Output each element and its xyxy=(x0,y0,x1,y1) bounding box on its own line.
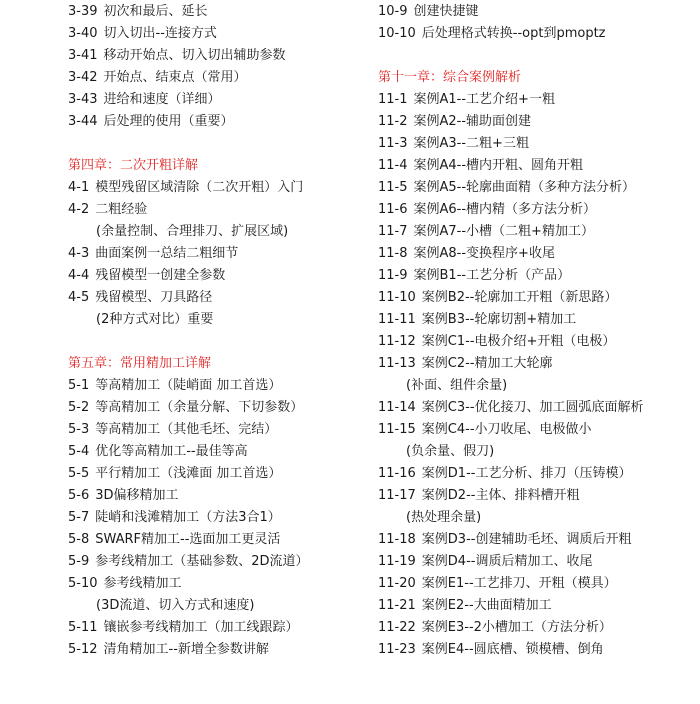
toc-entry-number: 5-12 xyxy=(68,642,98,657)
toc-entry-title: 等高精加工（陡峭面 加工首选） xyxy=(95,378,282,393)
toc-entry-title: 初次和最后、延长 xyxy=(103,4,208,19)
toc-entry xyxy=(378,133,698,155)
toc-entry-title: 参考线精加工（基础参数、2D流道） xyxy=(95,554,309,569)
toc-entry-number: 4-2 xyxy=(68,202,90,217)
toc-entry xyxy=(378,287,698,309)
toc-entry-title: 案例A7--小槽（二粗+精加工） xyxy=(413,224,594,239)
toc-entry-title: 陡峭和浅滩精加工（方法3合1） xyxy=(95,510,281,525)
toc-entry-number: 3-44 xyxy=(68,114,98,129)
toc-entry-number: 5-3 xyxy=(68,422,90,437)
toc-entry xyxy=(68,617,368,639)
toc-entry-number: 11-5 xyxy=(378,180,408,195)
toc-entry xyxy=(68,177,368,199)
toc-entry-number: 11-9 xyxy=(378,268,408,283)
toc-entry-title: 案例D1--工艺分析、排刀（压铸模） xyxy=(421,466,632,481)
toc-entry-title: 3D偏移精加工 xyxy=(95,488,179,503)
toc-entry-title: 案例A1--工艺介绍+一粗 xyxy=(413,92,555,107)
toc-entry-number: 3-39 xyxy=(68,4,98,19)
toc-entry-title: 进给和速度（详细） xyxy=(103,92,221,107)
spacer xyxy=(68,331,368,353)
toc-entry-number: 5-4 xyxy=(68,444,90,459)
toc-entry xyxy=(378,551,698,573)
toc-entry-title: 曲面案例一总结二粗细节 xyxy=(95,246,239,261)
chapter-heading: 第十一章：综合案例解析 xyxy=(378,70,522,85)
toc-entry-title: 案例C2--精加工大轮廓 xyxy=(421,356,553,371)
toc-entry xyxy=(68,89,368,111)
toc-entry-title: 优化等高精加工--最佳等高 xyxy=(95,444,248,459)
toc-entry-number: 10-10 xyxy=(378,26,416,41)
toc-continuation: (热处理余量) xyxy=(406,510,482,525)
toc-entry-title: 案例B3--轮廓切割+精加工 xyxy=(421,312,577,327)
spacer xyxy=(68,133,368,155)
toc-entry-number: 5-10 xyxy=(68,576,98,591)
toc-entry xyxy=(68,441,368,463)
toc-entry-title: 切入切出--连接方式 xyxy=(103,26,217,41)
toc-entry-number: 11-3 xyxy=(378,136,408,151)
toc-entry-number: 5-5 xyxy=(68,466,90,481)
toc-entry-number: 11-18 xyxy=(378,532,416,547)
toc-entry-title: SWARF精加工--选面加工更灵活 xyxy=(95,532,281,547)
toc-continuation: (2种方式对比）重要 xyxy=(96,312,214,327)
toc-entry-title: 案例A3--二粗+三粗 xyxy=(413,136,529,151)
toc-entry xyxy=(378,463,698,485)
toc-entry xyxy=(68,67,368,89)
toc-entry-title: 案例B2--轮廓加工开粗（新思路） xyxy=(421,290,618,305)
toc-entry xyxy=(378,331,698,353)
toc-entry xyxy=(68,265,368,287)
toc-entry-number: 11-22 xyxy=(378,620,416,635)
toc-entry-title: 案例D2--主体、排料槽开粗 xyxy=(421,488,580,503)
toc-entry xyxy=(68,375,368,397)
toc-entry-number: 3-43 xyxy=(68,92,98,107)
toc-entry-title: 开始点、结束点（常用） xyxy=(103,70,247,85)
toc-entry-number: 11-1 xyxy=(378,92,408,107)
toc-entry-title: 案例D4--调质后精加工、收尾 xyxy=(421,554,593,569)
toc-entry-title: 后处理格式转换--opt到pmoptz xyxy=(421,26,606,41)
toc-entry-title: 案例E1--工艺排刀、开粗（模具） xyxy=(421,576,617,591)
toc-entry xyxy=(68,243,368,265)
toc-entry-number: 5-7 xyxy=(68,510,90,525)
toc-entry-title: 案例A2--辅助面创建 xyxy=(413,114,532,129)
toc-entry xyxy=(378,485,698,507)
toc-entry-title: 案例A5--轮廓曲面精（多种方法分析） xyxy=(413,180,636,195)
toc-entry-title: 案例A4--槽内开粗、圆角开粗 xyxy=(413,158,584,173)
toc-entry-number: 11-20 xyxy=(378,576,416,591)
toc-entry-number: 5-2 xyxy=(68,400,90,415)
toc-entry xyxy=(68,397,368,419)
toc-entry-title: 二粗经验 xyxy=(95,202,148,217)
toc-right-column xyxy=(378,0,698,661)
toc-entry-number: 5-9 xyxy=(68,554,90,569)
toc-entry xyxy=(68,485,368,507)
toc-entry xyxy=(68,199,368,221)
toc-entry xyxy=(68,111,368,133)
toc-entry xyxy=(378,595,698,617)
toc-entry xyxy=(378,573,698,595)
toc-entry-number: 11-7 xyxy=(378,224,408,239)
toc-entry xyxy=(378,155,698,177)
toc-entry-number: 3-42 xyxy=(68,70,98,85)
toc-entry xyxy=(68,23,368,45)
toc-entry-number: 3-41 xyxy=(68,48,98,63)
toc-entry xyxy=(378,243,698,265)
toc-entry-title: 清角精加工--新增全参数讲解 xyxy=(103,642,269,657)
toc-entry-number: 11-14 xyxy=(378,400,416,415)
toc-left-column xyxy=(68,0,368,661)
toc-entry-number: 11-15 xyxy=(378,422,416,437)
toc-entry-number: 11-10 xyxy=(378,290,416,305)
toc-entry-title: 案例E3--2小槽加工（方法分析） xyxy=(421,620,612,635)
toc-entry xyxy=(378,353,698,375)
toc-entry xyxy=(68,507,368,529)
toc-entry-number: 11-19 xyxy=(378,554,416,569)
toc-entry-number: 4-5 xyxy=(68,290,90,305)
toc-entry xyxy=(378,89,698,111)
toc-entry-title: 案例C3--优化接刀、加工圆弧底面解析 xyxy=(421,400,644,415)
toc-entry-title: 等高精加工（其他毛坯、完结） xyxy=(95,422,278,437)
toc-entry-number: 5-6 xyxy=(68,488,90,503)
chapter-heading: 第四章：二次开粗详解 xyxy=(68,158,199,173)
toc-entry-number: 11-23 xyxy=(378,642,416,657)
toc-entry xyxy=(68,1,368,23)
toc-continuation: (余量控制、合理排刀、扩展区域) xyxy=(96,224,289,239)
toc-entry-title: 后处理的使用（重要） xyxy=(103,114,234,129)
toc-entry-title: 残留模型、刀具路径 xyxy=(95,290,213,305)
toc-entry-number: 11-2 xyxy=(378,114,408,129)
toc-entry-number: 11-21 xyxy=(378,598,416,613)
toc-entry-title: 平行精加工（浅滩面 加工首选） xyxy=(95,466,282,481)
spacer xyxy=(378,45,698,67)
toc-entry xyxy=(378,221,698,243)
toc-entry xyxy=(378,199,698,221)
toc-entry xyxy=(378,419,698,441)
toc-entry-title: 创建快捷键 xyxy=(413,4,479,19)
toc-entry xyxy=(378,23,698,45)
toc-entry-title: 案例C4--小刀收尾、电极做小 xyxy=(421,422,592,437)
toc-entry xyxy=(378,397,698,419)
toc-entry-title: 镶嵌参考线精加工（加工线跟踪） xyxy=(103,620,299,635)
chapter-heading: 第五章：常用精加工详解 xyxy=(68,356,212,371)
toc-entry-number: 11-4 xyxy=(378,158,408,173)
toc-continuation: (3D流道、切入方式和速度) xyxy=(96,598,255,613)
toc-entry xyxy=(68,45,368,67)
toc-entry-number: 4-4 xyxy=(68,268,90,283)
toc-entry-title: 参考线精加工 xyxy=(103,576,182,591)
toc-entry-number: 11-11 xyxy=(378,312,416,327)
toc-entry-number: 11-13 xyxy=(378,356,416,371)
toc-entry-title: 等高精加工（余量分解、下切参数） xyxy=(95,400,304,415)
toc-entry xyxy=(68,287,368,309)
toc-entry-number: 3-40 xyxy=(68,26,98,41)
toc-entry xyxy=(68,463,368,485)
toc-entry xyxy=(378,639,698,661)
toc-continuation: (补面、组件余量) xyxy=(406,378,508,393)
toc-entry-title: 移动开始点、切入切出辅助参数 xyxy=(103,48,286,63)
toc-entry-number: 5-1 xyxy=(68,378,90,393)
toc-entry-title: 案例A8--变换程序+收尾 xyxy=(413,246,555,261)
toc-entry-number: 11-6 xyxy=(378,202,408,217)
toc-entry-title: 残留模型一创建全参数 xyxy=(95,268,226,283)
toc-entry-number: 5-11 xyxy=(68,620,98,635)
toc-entry xyxy=(378,617,698,639)
toc-entry-number: 11-16 xyxy=(378,466,416,481)
toc-entry-title: 案例E2--大曲面精加工 xyxy=(421,598,552,613)
toc-entry-number: 10-9 xyxy=(378,4,408,19)
toc-entry xyxy=(378,111,698,133)
toc-entry-title: 模型残留区域清除（二次开粗）入门 xyxy=(95,180,304,195)
toc-entry-number: 4-1 xyxy=(68,180,90,195)
toc-entry-title: 案例B1--工艺分析（产品） xyxy=(413,268,571,283)
toc-entry xyxy=(68,529,368,551)
toc-entry xyxy=(378,1,698,23)
toc-entry xyxy=(68,419,368,441)
toc-entry-number: 11-8 xyxy=(378,246,408,261)
toc-entry-number: 4-3 xyxy=(68,246,90,261)
toc-entry xyxy=(378,265,698,287)
toc-continuation: (负余量、假刀) xyxy=(406,444,495,459)
toc-entry-title: 案例A6--槽内精（多方法分析） xyxy=(413,202,597,217)
toc-entry xyxy=(68,573,368,595)
toc-entry-number: 11-12 xyxy=(378,334,416,349)
toc-entry xyxy=(378,309,698,331)
toc-entry xyxy=(68,551,368,573)
toc-entry-title: 案例D3--创建辅助毛坯、调质后开粗 xyxy=(421,532,632,547)
toc-entry-number: 5-8 xyxy=(68,532,90,547)
toc-entry xyxy=(378,177,698,199)
toc-entry xyxy=(378,529,698,551)
toc-entry-title: 案例C1--电极介绍+开粗（电极） xyxy=(421,334,616,349)
toc-entry xyxy=(68,639,368,661)
toc-entry-number: 11-17 xyxy=(378,488,416,503)
toc-entry-title: 案例E4--圆底槽、锁模槽、倒角 xyxy=(421,642,604,657)
